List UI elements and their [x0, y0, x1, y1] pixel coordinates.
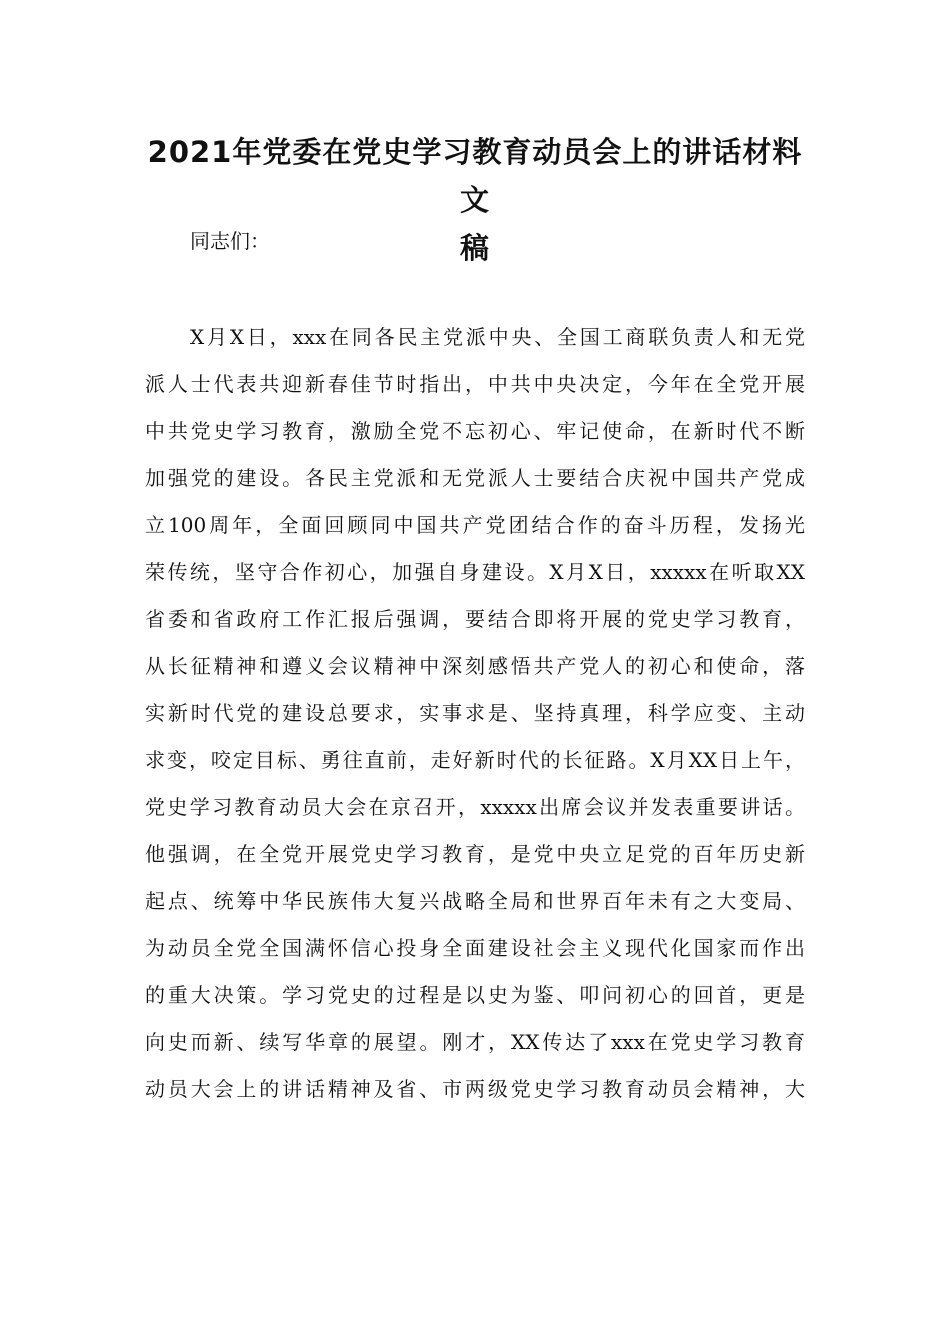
body-line: 党史学习教育动员大会在京召开，xxxxx出席会议并发表重要讲话。: [145, 795, 805, 819]
body-line: 为动员全党全国满怀信心投身全面建设社会主义现代化国家而作出: [145, 936, 805, 960]
body-line: 的重大决策。学习党史的过程是以史为鉴、叩问初心的回首，更是: [145, 983, 805, 1007]
body-line: 加强党的建设。各民主党派和无党派人士要结合庆祝中国共产党成: [145, 466, 805, 490]
body-line: 向史而新、续写华章的展望。刚才，XX传达了xxx在党史学习教育: [145, 1030, 805, 1054]
body-line: 从长征精神和遵义会议精神中深刻感悟共产党人的初心和使命，落: [145, 654, 805, 678]
body-line: 他强调，在全党开展党史学习教育，是党中央立足党的百年历史新: [145, 842, 805, 866]
body-line: 起点、统筹中华民族伟大复兴战略全局和世界百年未有之大变局、: [145, 889, 805, 913]
body-line: 荣传统，坚守合作初心，加强自身建设。X月X日，xxxxx在听取XX: [145, 560, 805, 584]
title-line-2: 稿: [459, 231, 490, 265]
body-line: 立100周年，全面回顾同中国共产党团结合作的奋斗历程，发扬光: [145, 513, 805, 537]
body-line: 省委和省政府工作汇报后强调，要结合即将开展的党史学习教育，: [145, 607, 805, 631]
body-line: 派人士代表共迎新春佳节时指出，中共中央决定，今年在全党开展: [145, 372, 805, 396]
body-line: 动员大会上的讲话精神及省、市两级党史学习教育动员会精神，大: [145, 1077, 805, 1101]
body-line: 实新时代党的建设总要求，实事求是、坚持真理，科学应变、主动: [145, 701, 805, 725]
body-line: 求变，咬定目标、勇往直前，走好新时代的长征路。X月XX日上午，: [145, 748, 805, 772]
body-line: X月X日，xxx在同各民主党派中央、全国工商联负责人和无党: [190, 325, 805, 349]
salutation: 同志们：: [190, 229, 270, 253]
title-line-1: 2021年党委在党史学习教育动员会上的讲话材料文: [147, 135, 803, 217]
body-line: 中共党史学习教育，激励全党不忘初心、牢记使命，在新时代不断: [145, 419, 805, 443]
